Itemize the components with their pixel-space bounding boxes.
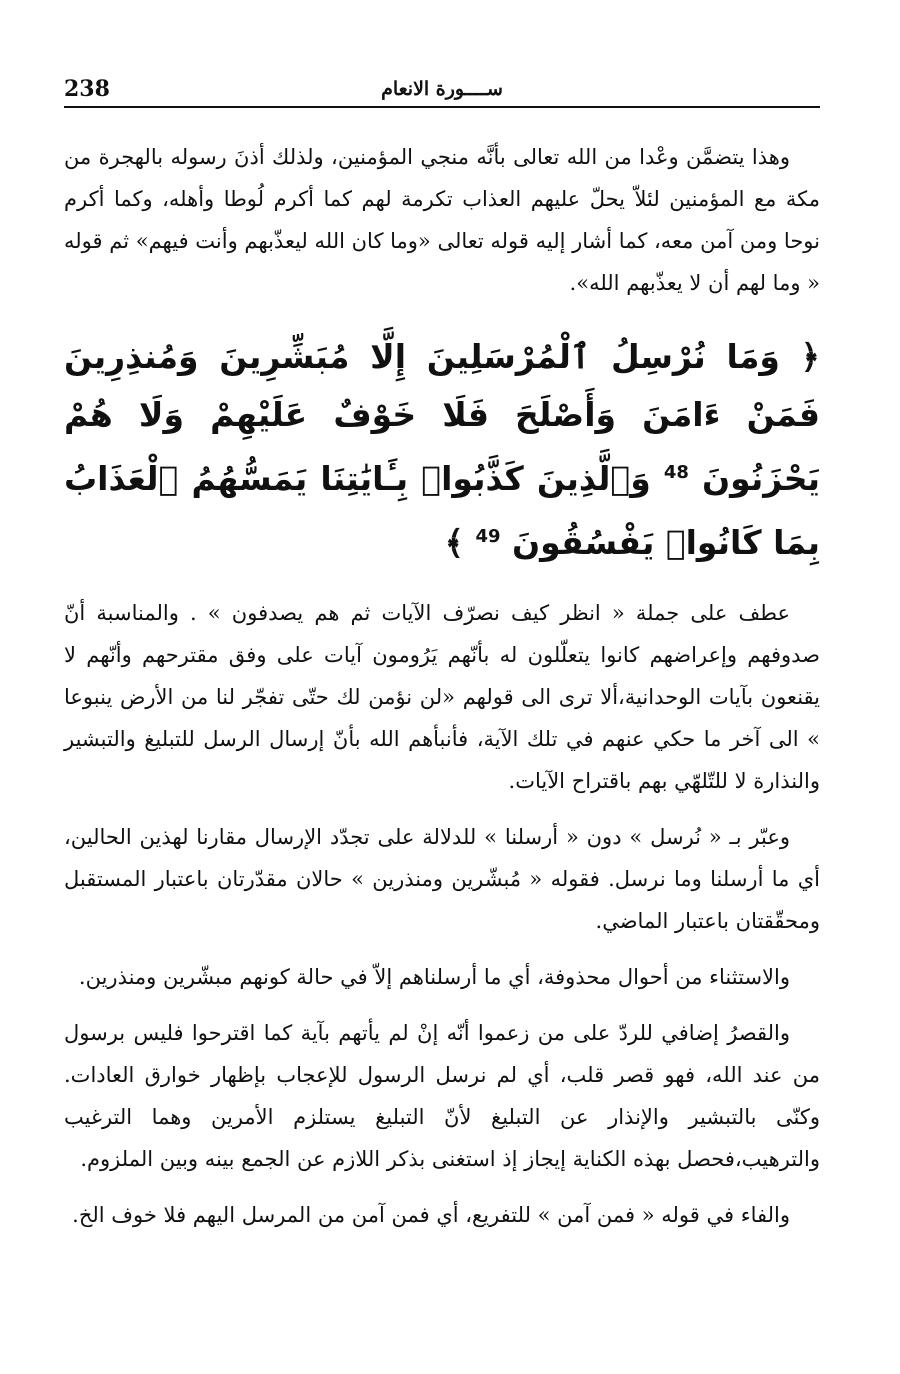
verse-number-49: 49 [475,526,501,547]
page-header [64,72,820,108]
page-number: 238 [64,76,110,102]
commentary-paragraph-1: عطف على جملة « انظر كيف نصرّف الآيات ثم هم يصدفون » . والمناسبة أنّ صدوفهم وإعراضهم كانوا يتعلّلون له بأنّهم يَرُومون آيات على وفق مقترحهم وأنّهم لا يقنعون بآيات الوحدانية،ألا ترى الى قولهم «لن نؤمن لك حتّى تفجّر لنا من الأرض ينبوعا » الى آخر ما حكي عنهم في تلك الآية، فأنبأهم الله بأنّ إرسال الرسل للتبليغ والتبشير والنذارة لا للتّلهّي بهم باقتراح الآيات. [64,601,820,793]
verse-text-part2: وَٱلَّذِينَ كَذَّبُوا۟ بِـَٔايَٰتِنَا يَمَسُّهُمُ ٱلْعَذَابُ بِمَا كَانُوا۟ يَفْسُقُونَ [64,459,820,562]
commentary-paragraph-4: والقصرُ إضافي للردّ على من زعموا أنّه إنْ لم يأتهم بآية كما اقترحوا فليس برسول من عند الله، فهو قصر قلب، أي لم نرسل الرسول للإعجاب بإظهار خوارق العادات. وكنّى بالتبشير والإنذار عن التبليغ لأنّ التبليغ يستلزم الأمرين وهما الترغيب والترهيب،فحصل بهذه الكناية إيجاز إذ استغنى بذكر اللازم عن الجمع بينه وبين الملزوم. [64,1021,820,1171]
verse-number-48: 48 [663,462,689,483]
commentary-paragraph-2: وعبّر بـ « نُرسل » دون « أرسلنا » للدلالة على تجدّد الإرسال مقارنا لهذين الحالين، أي ما أرسلنا وما نرسل. فقوله « مُبشّرين ومنذرين » حالان مقدّرتان باعتبار المستقبل ومحقّقتان باعتبار الماضي. [64,825,820,933]
commentary-paragraph-3: والاستثناء من أحوال محذوفة، أي ما أرسلناهم إلاّ في حالة كونهم مبشّرين ومنذرين. [78,965,790,989]
commentary-paragraph-5: والفاء في قوله « فمن آمن » للتفريع، أي فمن آمن من المرسل اليهم فلا خوف الخ. [72,1203,790,1227]
quran-verse [64,328,820,572]
verse-open-ornament: ﴿ [800,337,820,376]
verse-text-part1: وَمَا نُرْسِلُ ٱلْمُرْسَلِينَ إِلَّا مُبَشِّرِينَ وَمُنذِرِينَ فَمَنْ ءَامَنَ وَأَصْلَحَ فَلَا خَوْفٌ عَلَيْهِمْ وَلَا هُمْ يَحْزَنُونَ [64,337,820,498]
book-page [64,72,820,1352]
surah-title: ســــورة الانعام [381,78,503,100]
verse-close-ornament: ﴾ [444,523,464,562]
intro-paragraph: وهذا يتضمَّن وعْدا من الله تعالى بأنَّه منجي المؤمنين، ولذلك أذنَ رسوله بالهجرة من مكة مع المؤمنين لئلاّ يحلّ عليهم العذاب تكرمة لهم كما أكرم لُوطا وأهله، وكما أكرم نوحا ومن آمن معه، كما أشار إليه قوله تعالى «وما كان الله ليعذّبهم وأنت فيهم» ثم قوله « وما لهم أن لا يعذّبهم الله». [64,145,820,295]
